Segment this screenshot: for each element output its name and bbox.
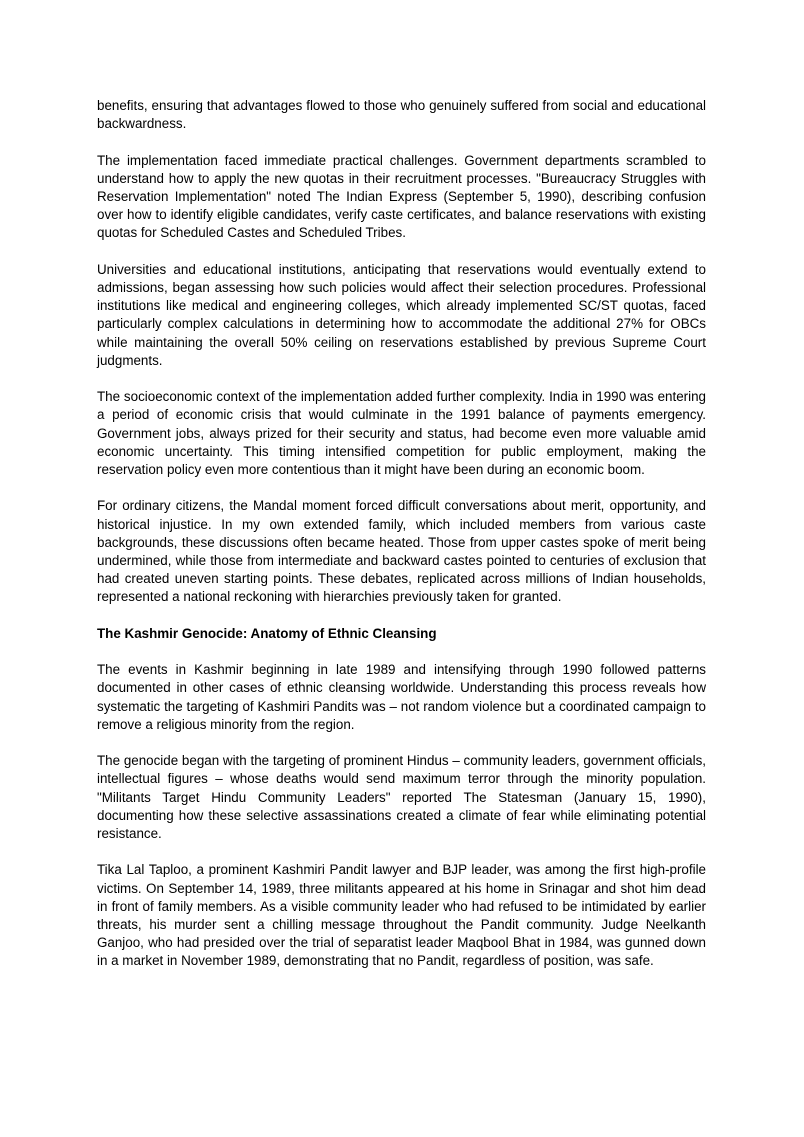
paragraph-genocide-targeting: The genocide began with the targeting of prominent Hindus – community leaders, government officials, intellectual figures – whose deaths would send maximum terror through the minority population. "Militants Target Hindu Community Leaders" reported The Statesman (January 15, 1990), documenting how these selective assassinations created a climate of fear while eliminating potential resistance. — [97, 753, 706, 842]
paragraph-implementation-challenges: The implementation faced immediate practical challenges. Government departments scrambled to understand how to apply the new quotas in their recruitment processes. "Bureaucracy Struggles with Reservation Implementation" noted The Indian Express (September 5, 1990), describing confusion over how to identify eligible candidates, verify caste certificates, and balance reservations with existing quotas for Scheduled Castes and Scheduled Tribes. — [97, 152, 706, 241]
paragraph-kashmir-events: The events in Kashmir beginning in late 1989 and intensifying through 1990 followed patterns documented in other cases of ethnic cleansing worldwide. Understanding this process reveals how systematic the targeting of Kashmiri Pandits was – not random violence but a coordinated campaign to remove a religious minority from the region. — [97, 662, 706, 732]
paragraph-continuation: benefits, ensuring that advantages flowed to those who genuinely suffered from social and educational backwardness. — [97, 98, 706, 132]
paragraph-tika-lal-taploo: Tika Lal Taploo, a prominent Kashmiri Pandit lawyer and BJP leader, was among the first high-profile victims. On September 14, 1989, three militants appeared at his home in Srinagar and shot him dead in front of family members. As a visible community leader who had refused to be intimidated by earlier threats, his murder sent a chilling message throughout the Pandit community. Judge Neelkanth Ganjoo, who had presided over the trial of separatist leader Maqbool Bhat in 1984, was gunned down in a market in November 1989, demonstrating that no Pandit, regardless of position, was safe. — [97, 862, 706, 969]
paragraph-socioeconomic-context: The socioeconomic context of the implementation added further complexity. India in 1990 was entering a period of economic crisis that would culminate in the 1991 balance of payments emergency. Government jobs, always prized for their security and status, had become even more valuable amid economic uncertainty. This timing intensified competition for public employment, making the reservation policy even more contentious than it might have been during an economic boom. — [97, 389, 706, 478]
document-page — [97, 97, 706, 989]
section-heading: The Kashmir Genocide: Anatomy of Ethnic Cleansing — [97, 625, 437, 641]
paragraph-ordinary-citizens: For ordinary citizens, the Mandal moment forced difficult conversations about merit, opportunity, and historical injustice. In my own extended family, which included members from various caste backgrounds, these discussions often became heated. Those from upper castes spoke of merit being undermined, while those from intermediate and backward castes pointed to centuries of exclusion that had created uneven starting points. These debates, replicated across millions of Indian households, represented a national reckoning with hierarchies previously taken for granted. — [97, 498, 706, 605]
paragraph-universities: Universities and educational institutions, anticipating that reservations would eventually extend to admissions, began assessing how such policies would affect their selection procedures. Professional institutions like medical and engineering colleges, which already implemented SC/ST quotas, faced particularly complex calculations in determining how to accommodate the additional 27% for OBCs while maintaining the overall 50% ceiling on reservations established by previous Supreme Court judgments. — [97, 261, 706, 368]
